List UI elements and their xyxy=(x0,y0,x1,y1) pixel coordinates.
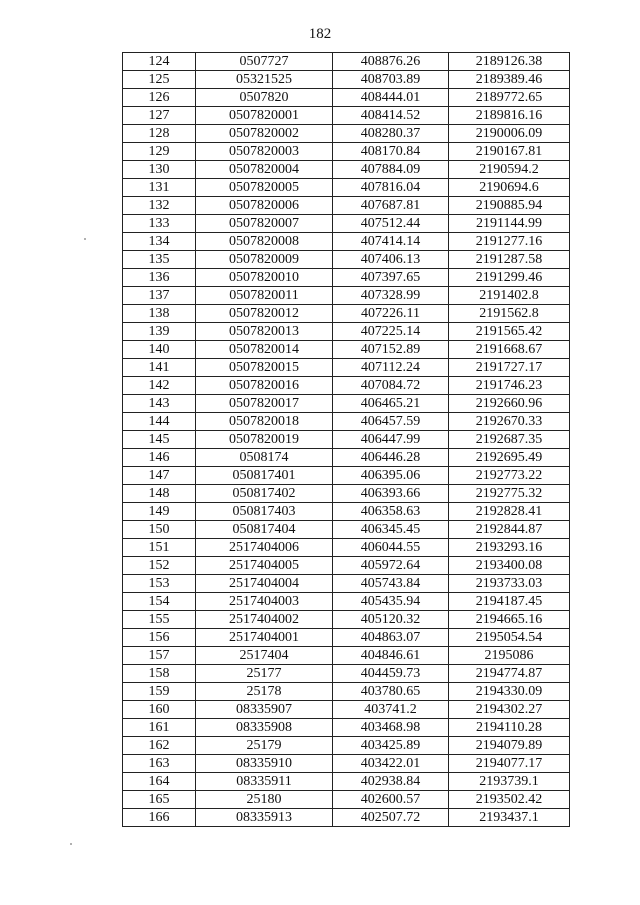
x-coordinate-cell: 402600.57 xyxy=(333,791,449,809)
row-number-cell: 155 xyxy=(123,611,196,629)
point-id-cell: 050817402 xyxy=(196,485,333,503)
row-number-cell: 160 xyxy=(123,701,196,719)
y-coordinate-cell: 2192844.87 xyxy=(449,521,570,539)
x-coordinate-cell: 407152.89 xyxy=(333,341,449,359)
table-row xyxy=(123,323,570,341)
row-number-cell: 166 xyxy=(123,809,196,827)
y-coordinate-cell: 2191144.99 xyxy=(449,215,570,233)
row-number-cell: 148 xyxy=(123,485,196,503)
point-id-cell: 2517404006 xyxy=(196,539,333,557)
table-row xyxy=(123,269,570,287)
x-coordinate-cell: 404459.73 xyxy=(333,665,449,683)
point-id-cell: 25177 xyxy=(196,665,333,683)
y-coordinate-cell: 2189772.65 xyxy=(449,89,570,107)
row-number-cell: 142 xyxy=(123,377,196,395)
row-number-cell: 165 xyxy=(123,791,196,809)
point-id-cell: 2517404001 xyxy=(196,629,333,647)
y-coordinate-cell: 2194302.27 xyxy=(449,701,570,719)
row-number-cell: 129 xyxy=(123,143,196,161)
x-coordinate-cell: 406465.21 xyxy=(333,395,449,413)
x-coordinate-cell: 407084.72 xyxy=(333,377,449,395)
row-number-cell: 132 xyxy=(123,197,196,215)
point-id-cell: 0507820005 xyxy=(196,179,333,197)
y-coordinate-cell: 2192773.22 xyxy=(449,467,570,485)
table-body xyxy=(123,53,570,827)
y-coordinate-cell: 2193437.1 xyxy=(449,809,570,827)
point-id-cell: 08335913 xyxy=(196,809,333,827)
point-id-cell: 0507820002 xyxy=(196,125,333,143)
table-row xyxy=(123,521,570,539)
table-row xyxy=(123,611,570,629)
row-number-cell: 164 xyxy=(123,773,196,791)
x-coordinate-cell: 406395.06 xyxy=(333,467,449,485)
point-id-cell: 0507820008 xyxy=(196,233,333,251)
x-coordinate-cell: 405743.84 xyxy=(333,575,449,593)
table-row xyxy=(123,557,570,575)
point-id-cell: 2517404002 xyxy=(196,611,333,629)
point-id-cell: 25179 xyxy=(196,737,333,755)
row-number-cell: 124 xyxy=(123,53,196,71)
row-number-cell: 143 xyxy=(123,395,196,413)
x-coordinate-cell: 406345.45 xyxy=(333,521,449,539)
scan-speck xyxy=(84,238,86,240)
row-number-cell: 154 xyxy=(123,593,196,611)
point-id-cell: 2517404005 xyxy=(196,557,333,575)
y-coordinate-cell: 2190167.81 xyxy=(449,143,570,161)
row-number-cell: 158 xyxy=(123,665,196,683)
table-row xyxy=(123,431,570,449)
point-id-cell: 08335908 xyxy=(196,719,333,737)
row-number-cell: 134 xyxy=(123,233,196,251)
point-id-cell: 05321525 xyxy=(196,71,333,89)
table-row xyxy=(123,161,570,179)
x-coordinate-cell: 407884.09 xyxy=(333,161,449,179)
row-number-cell: 141 xyxy=(123,359,196,377)
y-coordinate-cell: 2190006.09 xyxy=(449,125,570,143)
y-coordinate-cell: 2191727.17 xyxy=(449,359,570,377)
x-coordinate-cell: 408444.01 xyxy=(333,89,449,107)
row-number-cell: 156 xyxy=(123,629,196,647)
table-row xyxy=(123,89,570,107)
point-id-cell: 0508174 xyxy=(196,449,333,467)
x-coordinate-cell: 407687.81 xyxy=(333,197,449,215)
point-id-cell: 0507820003 xyxy=(196,143,333,161)
row-number-cell: 139 xyxy=(123,323,196,341)
x-coordinate-cell: 406447.99 xyxy=(333,431,449,449)
table-row xyxy=(123,485,570,503)
y-coordinate-cell: 2189389.46 xyxy=(449,71,570,89)
table-row xyxy=(123,197,570,215)
x-coordinate-cell: 404863.07 xyxy=(333,629,449,647)
y-coordinate-cell: 2192687.35 xyxy=(449,431,570,449)
y-coordinate-cell: 2193733.03 xyxy=(449,575,570,593)
point-id-cell: 0507820007 xyxy=(196,215,333,233)
y-coordinate-cell: 2190694.6 xyxy=(449,179,570,197)
table-row xyxy=(123,683,570,701)
y-coordinate-cell: 2195086 xyxy=(449,647,570,665)
row-number-cell: 152 xyxy=(123,557,196,575)
y-coordinate-cell: 2192828.41 xyxy=(449,503,570,521)
y-coordinate-cell: 2191402.8 xyxy=(449,287,570,305)
point-id-cell: 0507820017 xyxy=(196,395,333,413)
row-number-cell: 126 xyxy=(123,89,196,107)
y-coordinate-cell: 2189126.38 xyxy=(449,53,570,71)
point-id-cell: 0507727 xyxy=(196,53,333,71)
row-number-cell: 145 xyxy=(123,431,196,449)
point-id-cell: 0507820006 xyxy=(196,197,333,215)
row-number-cell: 146 xyxy=(123,449,196,467)
y-coordinate-cell: 2191565.42 xyxy=(449,323,570,341)
x-coordinate-cell: 406393.66 xyxy=(333,485,449,503)
point-id-cell: 25178 xyxy=(196,683,333,701)
scan-speck xyxy=(70,843,72,845)
row-number-cell: 157 xyxy=(123,647,196,665)
table-row xyxy=(123,449,570,467)
row-number-cell: 159 xyxy=(123,683,196,701)
table-row xyxy=(123,503,570,521)
table-row xyxy=(123,125,570,143)
table-row xyxy=(123,395,570,413)
y-coordinate-cell: 2190885.94 xyxy=(449,197,570,215)
y-coordinate-cell: 2194330.09 xyxy=(449,683,570,701)
x-coordinate-cell: 408280.37 xyxy=(333,125,449,143)
coordinates-table xyxy=(122,52,570,827)
y-coordinate-cell: 2194110.28 xyxy=(449,719,570,737)
y-coordinate-cell: 2190594.2 xyxy=(449,161,570,179)
x-coordinate-cell: 407397.65 xyxy=(333,269,449,287)
table-row xyxy=(123,413,570,431)
point-id-cell: 25180 xyxy=(196,791,333,809)
point-id-cell: 0507820016 xyxy=(196,377,333,395)
y-coordinate-cell: 2192670.33 xyxy=(449,413,570,431)
table-row xyxy=(123,143,570,161)
x-coordinate-cell: 407406.13 xyxy=(333,251,449,269)
table-row xyxy=(123,179,570,197)
table-row xyxy=(123,341,570,359)
table-row xyxy=(123,773,570,791)
point-id-cell: 08335911 xyxy=(196,773,333,791)
row-number-cell: 151 xyxy=(123,539,196,557)
table-row xyxy=(123,377,570,395)
x-coordinate-cell: 406457.59 xyxy=(333,413,449,431)
table-row xyxy=(123,719,570,737)
point-id-cell: 0507820019 xyxy=(196,431,333,449)
point-id-cell: 0507820010 xyxy=(196,269,333,287)
row-number-cell: 128 xyxy=(123,125,196,143)
point-id-cell: 08335910 xyxy=(196,755,333,773)
point-id-cell: 0507820014 xyxy=(196,341,333,359)
row-number-cell: 144 xyxy=(123,413,196,431)
point-id-cell: 2517404003 xyxy=(196,593,333,611)
table-row xyxy=(123,701,570,719)
row-number-cell: 153 xyxy=(123,575,196,593)
x-coordinate-cell: 403425.89 xyxy=(333,737,449,755)
table-row xyxy=(123,107,570,125)
x-coordinate-cell: 407512.44 xyxy=(333,215,449,233)
y-coordinate-cell: 2194187.45 xyxy=(449,593,570,611)
row-number-cell: 149 xyxy=(123,503,196,521)
x-coordinate-cell: 403780.65 xyxy=(333,683,449,701)
point-id-cell: 0507820012 xyxy=(196,305,333,323)
row-number-cell: 131 xyxy=(123,179,196,197)
table-row xyxy=(123,233,570,251)
row-number-cell: 125 xyxy=(123,71,196,89)
y-coordinate-cell: 2194079.89 xyxy=(449,737,570,755)
y-coordinate-cell: 2191299.46 xyxy=(449,269,570,287)
point-id-cell: 0507820015 xyxy=(196,359,333,377)
table-row xyxy=(123,359,570,377)
point-id-cell: 0507820001 xyxy=(196,107,333,125)
row-number-cell: 163 xyxy=(123,755,196,773)
x-coordinate-cell: 407112.24 xyxy=(333,359,449,377)
y-coordinate-cell: 2191562.8 xyxy=(449,305,570,323)
point-id-cell: 0507820 xyxy=(196,89,333,107)
row-number-cell: 138 xyxy=(123,305,196,323)
table-row xyxy=(123,71,570,89)
point-id-cell: 0507820018 xyxy=(196,413,333,431)
table-row xyxy=(123,575,570,593)
table-row xyxy=(123,629,570,647)
row-number-cell: 140 xyxy=(123,341,196,359)
row-number-cell: 147 xyxy=(123,467,196,485)
row-number-cell: 127 xyxy=(123,107,196,125)
table-row xyxy=(123,287,570,305)
table-row xyxy=(123,737,570,755)
y-coordinate-cell: 2194077.17 xyxy=(449,755,570,773)
point-id-cell: 0507820004 xyxy=(196,161,333,179)
y-coordinate-cell: 2191287.58 xyxy=(449,251,570,269)
x-coordinate-cell: 402938.84 xyxy=(333,773,449,791)
page-number: 182 xyxy=(308,26,332,42)
y-coordinate-cell: 2193400.08 xyxy=(449,557,570,575)
table-row xyxy=(123,251,570,269)
table-row xyxy=(123,665,570,683)
y-coordinate-cell: 2193739.1 xyxy=(449,773,570,791)
x-coordinate-cell: 407328.99 xyxy=(333,287,449,305)
x-coordinate-cell: 407816.04 xyxy=(333,179,449,197)
y-coordinate-cell: 2191746.23 xyxy=(449,377,570,395)
x-coordinate-cell: 404846.61 xyxy=(333,647,449,665)
x-coordinate-cell: 408703.89 xyxy=(333,71,449,89)
table-row xyxy=(123,755,570,773)
x-coordinate-cell: 408414.52 xyxy=(333,107,449,125)
table-row xyxy=(123,467,570,485)
x-coordinate-cell: 405120.32 xyxy=(333,611,449,629)
row-number-cell: 137 xyxy=(123,287,196,305)
point-id-cell: 050817403 xyxy=(196,503,333,521)
row-number-cell: 150 xyxy=(123,521,196,539)
x-coordinate-cell: 406358.63 xyxy=(333,503,449,521)
table-row xyxy=(123,305,570,323)
table-row xyxy=(123,215,570,233)
point-id-cell: 0507820013 xyxy=(196,323,333,341)
table-row xyxy=(123,809,570,827)
x-coordinate-cell: 405972.64 xyxy=(333,557,449,575)
x-coordinate-cell: 403741.2 xyxy=(333,701,449,719)
x-coordinate-cell: 407414.14 xyxy=(333,233,449,251)
row-number-cell: 135 xyxy=(123,251,196,269)
table-row xyxy=(123,647,570,665)
x-coordinate-cell: 403468.98 xyxy=(333,719,449,737)
point-id-cell: 08335907 xyxy=(196,701,333,719)
y-coordinate-cell: 2192660.96 xyxy=(449,395,570,413)
x-coordinate-cell: 402507.72 xyxy=(333,809,449,827)
x-coordinate-cell: 408876.26 xyxy=(333,53,449,71)
y-coordinate-cell: 2193293.16 xyxy=(449,539,570,557)
row-number-cell: 162 xyxy=(123,737,196,755)
point-id-cell: 050817404 xyxy=(196,521,333,539)
y-coordinate-cell: 2192775.32 xyxy=(449,485,570,503)
x-coordinate-cell: 403422.01 xyxy=(333,755,449,773)
y-coordinate-cell: 2191668.67 xyxy=(449,341,570,359)
y-coordinate-cell: 2192695.49 xyxy=(449,449,570,467)
x-coordinate-cell: 407225.14 xyxy=(333,323,449,341)
x-coordinate-cell: 406044.55 xyxy=(333,539,449,557)
x-coordinate-cell: 407226.11 xyxy=(333,305,449,323)
point-id-cell: 0507820011 xyxy=(196,287,333,305)
row-number-cell: 133 xyxy=(123,215,196,233)
table-row xyxy=(123,791,570,809)
y-coordinate-cell: 2195054.54 xyxy=(449,629,570,647)
table-row xyxy=(123,539,570,557)
y-coordinate-cell: 2193502.42 xyxy=(449,791,570,809)
y-coordinate-cell: 2189816.16 xyxy=(449,107,570,125)
y-coordinate-cell: 2194774.87 xyxy=(449,665,570,683)
point-id-cell: 2517404 xyxy=(196,647,333,665)
row-number-cell: 130 xyxy=(123,161,196,179)
x-coordinate-cell: 405435.94 xyxy=(333,593,449,611)
y-coordinate-cell: 2194665.16 xyxy=(449,611,570,629)
row-number-cell: 136 xyxy=(123,269,196,287)
point-id-cell: 0507820009 xyxy=(196,251,333,269)
point-id-cell: 2517404004 xyxy=(196,575,333,593)
x-coordinate-cell: 406446.28 xyxy=(333,449,449,467)
y-coordinate-cell: 2191277.16 xyxy=(449,233,570,251)
table-row xyxy=(123,593,570,611)
x-coordinate-cell: 408170.84 xyxy=(333,143,449,161)
point-id-cell: 050817401 xyxy=(196,467,333,485)
table-row xyxy=(123,53,570,71)
row-number-cell: 161 xyxy=(123,719,196,737)
